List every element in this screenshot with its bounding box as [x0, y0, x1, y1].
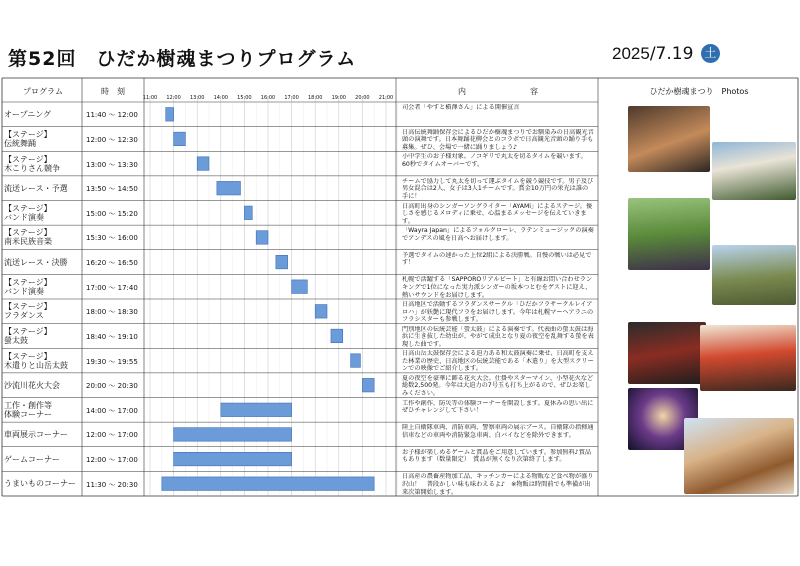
timeline-tick-label: 12:00 — [166, 95, 181, 101]
schedule-bar — [197, 157, 209, 171]
program-name: 工作・創作等 体験コーナー — [4, 400, 52, 419]
timeline-tick-label: 17:00 — [284, 95, 299, 101]
program-name: オープニング — [4, 109, 52, 119]
page-title: 第52回 ひだか樹魂まつりプログラム — [8, 48, 357, 70]
program-time: 15:30 〜 16:00 — [86, 234, 138, 243]
program-description: 予選でタイムの速かった上位2組による決勝戦。自慢の戦いは必見です！ — [402, 251, 592, 267]
schedule-bar — [162, 477, 374, 491]
photo-crowd — [628, 198, 710, 270]
program-name: 【ステージ】 木遣りと山岳太鼓 — [4, 351, 68, 370]
program-time: 11:30 〜 20:30 — [86, 480, 138, 489]
photo-vehicle — [712, 245, 796, 305]
timeline-tick-label: 16:00 — [260, 95, 276, 101]
program-time: 15:00 〜 15:20 — [86, 209, 138, 218]
schedule-bar — [217, 181, 241, 195]
timeline-tick-label: 13:00 — [189, 95, 205, 101]
timeline-tick-label: 20:00 — [355, 95, 370, 101]
program-time: 13:50 〜 14:50 — [86, 185, 138, 194]
program-name: うまいものコーナー — [4, 479, 76, 489]
timeline-tick-label: 15:00 — [237, 95, 252, 101]
program-description: 夏の夜空を豪華に飾る花火大会。仕掛やスターマイン、小型花火など総数2,500発。今年は大迫力の7号玉も打ち上がるので、ぜひお楽しみください。 — [402, 374, 594, 397]
schedule-bar — [331, 329, 343, 343]
program-time: 17:00 〜 17:40 — [86, 283, 138, 292]
schedule-bar — [174, 452, 292, 466]
program-description: お子様が楽しめるゲームと賞品をご用意しています。参加無料♪賞品もあります（数量限定） 賞品が無くなり次第終了します。 — [402, 448, 592, 464]
program-description: 小中学生のお子様対象。ノコギリで丸太を切るタイムを競います。60秒でタイムオーバーです。 — [402, 153, 587, 168]
photo-stage — [712, 142, 796, 200]
program-name: 【ステージ】 木こりさん競争 — [4, 154, 60, 173]
program-name: 【ステージ】 バンド演奏 — [4, 277, 52, 296]
program-name: 車両展示コーナー — [4, 429, 68, 439]
program-description: 日高伝統舞踊保存会によるひだか樹魂まつりでお馴染みの日高観光音頭の演舞です。日本舞踊花柳会とのコラボで日高観光音頭の踊り手も募集。ぜひ、会場で一緒に踊りましょう♪ — [402, 128, 594, 151]
date-month-day: /7.19 — [649, 44, 694, 64]
program-name: 流送レース・決勝 — [4, 257, 68, 267]
program-description: 日高山岳太鼓保存会による迫力ある和太鼓演奏に乗せ、日高町を支えた林業の歴史、日高地区の伝統芸能である「木遣り」を大型スクリーンでの映像でご紹介します。 — [402, 350, 594, 372]
schedule-bar — [174, 132, 186, 146]
timeline-tick-label: 19:00 — [331, 95, 346, 101]
program-description: 工作や創作、防災等の体験コーナーを開設します。夏休みの思い出にぜひチャレンジして下さい！ — [402, 399, 594, 415]
header-photos: ひだか樹魂まつり Photos — [649, 87, 749, 96]
program-time: 12:00 〜 12:30 — [86, 135, 138, 144]
header-content: 内 容 — [458, 87, 538, 96]
timeline-tick-label: 14:00 — [213, 95, 228, 101]
header-program: プログラム — [23, 87, 63, 96]
program-time: 12:00 〜 17:00 — [86, 456, 138, 465]
program-name: 【ステージ】 螢太鼓 — [4, 326, 52, 345]
program-description: 司会者「やすと槇澤さん」による開催宣言 — [402, 104, 520, 111]
event-date — [612, 44, 720, 64]
program-time: 16:20 〜 16:50 — [86, 259, 138, 268]
program-description: チームで協力して丸太を切って運ぶタイムを競う競技です。男子及び男女混合は2人、女子は3人1チームです。賞金10万円の栄光は誰の手に！ — [402, 177, 594, 200]
program-time: 18:40 〜 19:10 — [86, 332, 138, 341]
schedule-bar — [362, 378, 374, 392]
program-name: ゲームコーナー — [4, 454, 60, 464]
date-weekday-badge: 土 — [701, 44, 720, 63]
schedule-bar — [221, 403, 292, 417]
program-description: 日高地区で活動するフラダンスサークル「ひだかフラサークルレイアロハ」が妖艶に現代フラをお届けします。今年は札幌マーヘアラニのフラシスターも参戦します。 — [402, 301, 594, 323]
program-name: 流送レース・予選 — [4, 183, 68, 193]
program-time: 20:00 〜 20:30 — [86, 382, 138, 391]
schedule-bar — [276, 255, 288, 269]
photo-taiko-stage — [700, 325, 796, 391]
program-name: 【ステージ】 バンド演奏 — [4, 203, 52, 222]
program-description: 門別地区の伝統芸能「螢太鼓」による演奏です。代表曲の螢太鼓は海浜に生き抜した幼虫が、やがて成虫となり夏の夜空を乱舞する螢を表現した曲です。 — [402, 325, 594, 348]
program-description: 札幌で活躍する「SAPPOROリアルビート」と有線お問い合わせランキングで1位になった実力派シンガーの坂本つとむをゲストに迎え、熱いサウンドをお届けします。 — [402, 276, 593, 298]
photo-opening — [628, 106, 710, 172]
program-time: 18:00 〜 18:30 — [86, 308, 138, 317]
schedule-bar — [244, 206, 252, 220]
program-description: 陸上自衛隊車両、消防車両、警察車両の展示ブース。自衛隊の指揮通信車などの車両や消防緊急車両、白バイなどを除外できます。 — [402, 424, 594, 439]
schedule-bar — [351, 354, 361, 368]
schedule-bar — [174, 428, 292, 442]
program-time: 19:30 〜 19:55 — [86, 357, 138, 366]
timeline-tick-label: 11:00 — [142, 95, 158, 101]
program-name: 【ステージ】 フラダンス — [4, 302, 52, 321]
photo-mascot — [684, 418, 794, 494]
program-time: 14:00 〜 17:00 — [86, 406, 138, 415]
program-time: 11:40 〜 12:00 — [86, 111, 138, 120]
schedule-bar — [315, 305, 327, 319]
schedule-bar — [166, 108, 174, 122]
program-name: 沙流川花火大会 — [4, 380, 60, 390]
header-time: 時 刻 — [101, 87, 125, 96]
photo-taiko — [628, 322, 706, 384]
program-name: 【ステージ】 南米民族音楽 — [4, 228, 52, 247]
program-description: 日高町出身のシンガーソングライター「AYAMi」によるステージ。優しさを感じるメロディに乗せ、心温まるメッセージを伝えていきます。 — [402, 202, 593, 225]
schedule-bar — [256, 231, 268, 245]
program-name: 【ステージ】 伝統舞踊 — [4, 129, 52, 148]
timeline-tick-label: 21:00 — [378, 95, 394, 101]
program-time: 12:00 〜 17:00 — [86, 431, 138, 440]
schedule-bar — [292, 280, 308, 294]
program-description: 「Wayra Japan」によるフォルクローレ、ラテンミュージックの演奏でアンデスの風を日高へお届けします。 — [402, 227, 594, 242]
date-year: 2025 — [612, 44, 650, 63]
program-description: 日高産の農畜産物加工品、キッチンカーによる物販など食べ物が盛り沢山！ 普段かしい味も味わえるよ♪ ※物販は時間前でも準備が出来次第開始します。 — [402, 473, 594, 495]
program-time: 13:00 〜 13:30 — [86, 160, 138, 169]
timeline-tick-label: 18:00 — [307, 95, 323, 101]
